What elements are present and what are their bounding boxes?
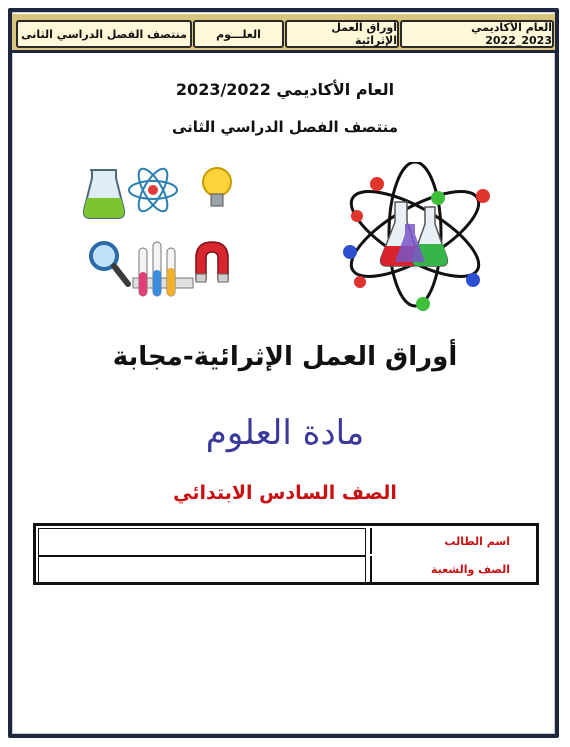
science-clipart <box>78 158 238 303</box>
header-year-box <box>400 20 554 48</box>
header-papers-box <box>285 20 399 48</box>
header-subject-box <box>193 20 284 48</box>
lightbulb-icon <box>203 168 231 206</box>
magnifier-icon <box>91 243 128 284</box>
grade-title: الصف السادس الابتدائي <box>173 482 397 504</box>
academic-year-title: العام الأكاديمي 2023/2022 <box>175 80 395 99</box>
atom-icon <box>129 165 177 216</box>
table-row <box>36 528 536 556</box>
class-section-field[interactable] <box>38 556 366 584</box>
header-papers-label: أوراق العمل الإثرائية <box>331 21 397 47</box>
header-year-label: العام الأكاديمي 2023_2022 <box>471 21 552 47</box>
atom-flasks-icon <box>335 162 495 312</box>
header-semester-label: منتصف الفصل الدراسي الثانى <box>21 27 187 41</box>
subject-title: مادة العلوم <box>205 413 365 453</box>
semester-title: منتصف الفصل الدراسي الثانى <box>171 118 399 136</box>
student-name-field[interactable] <box>38 528 366 556</box>
table-row <box>36 556 536 584</box>
main-title: أوراق العمل الإثرائية-مجابة <box>112 342 458 372</box>
test-tubes-icon <box>133 242 193 296</box>
magnet-icon <box>196 242 228 282</box>
header-subject-label: العلـــوم <box>216 27 261 41</box>
class-section-label: الصف والشعبة <box>370 556 534 582</box>
header-semester-box <box>16 20 192 48</box>
student-info-table <box>33 523 539 585</box>
beaker-icon <box>84 170 124 218</box>
student-name-label: اسم الطالب <box>370 528 534 554</box>
